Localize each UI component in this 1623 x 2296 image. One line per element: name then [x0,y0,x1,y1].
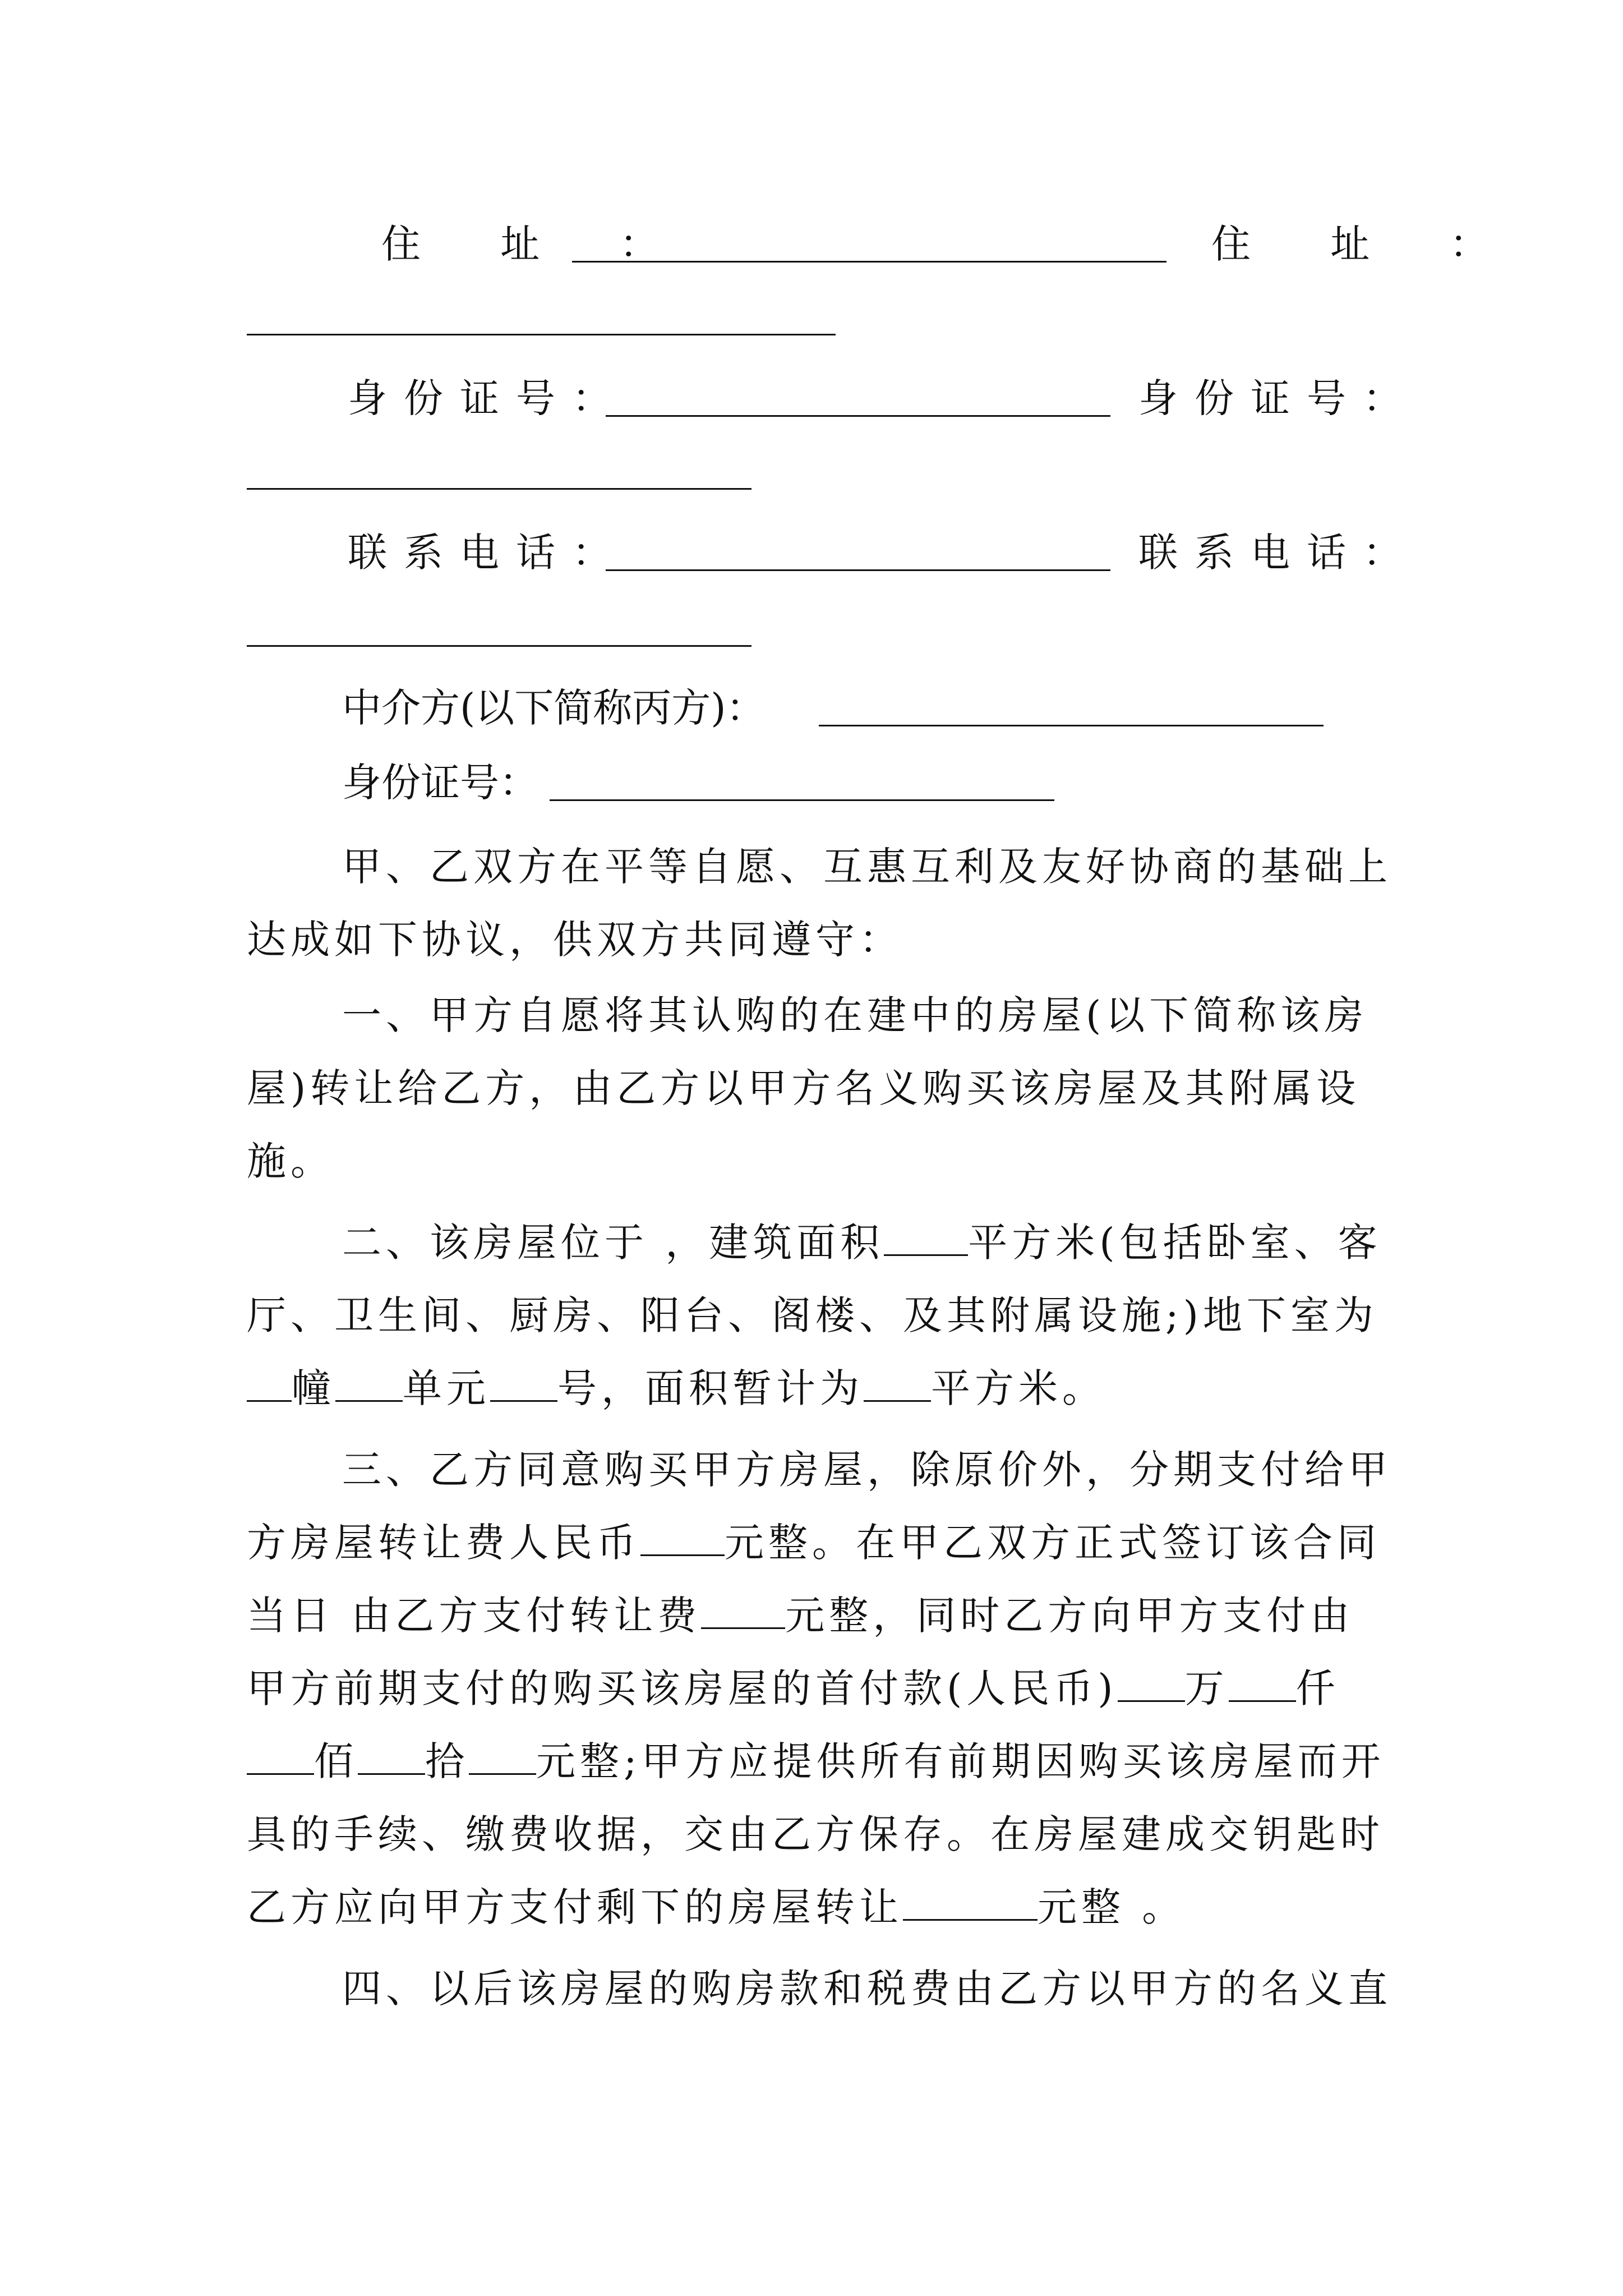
first-transfer-fee-blank[interactable] [701,1588,785,1629]
clause-1-line-1 [247,979,1380,1052]
clause-2-text-2: 厅、卫生间、厨房、阳台、阁楼、及其附属设施;)地下室为 [247,1292,1378,1338]
clause-2-text-3b: 单元 [403,1365,490,1411]
intro-text-1: 甲、乙双方在平等自愿、互惠互利及友好协商的基础上 [342,844,1392,890]
clause-2-line-1 [247,1206,1380,1279]
clause-3-line-7 [247,1871,1380,1944]
party-a-address-label: 住 址 ： [381,221,693,267]
clause-3-text-7b: 元整 。 [1038,1884,1186,1930]
clause-1-text-2: 屋)转让给乙方，由乙方以甲方名义购买该房屋及其附属设 [247,1065,1361,1111]
clause-3-line-3 [247,1579,1380,1652]
clause-2-text-3a: 幢 [292,1365,335,1411]
clause-3-text-2b: 元整。在甲乙双方正式签订该合同 [725,1520,1381,1566]
agent-id-label: 身份证号： [342,760,538,806]
area-blank[interactable] [884,1215,968,1256]
clause-3-text-3a: 当日 由乙方支付转让费 [247,1593,702,1639]
agent-label: 中介方(以下简称丙方)： [342,685,766,731]
party-b-phone-field[interactable] [247,645,751,647]
party-b-address-field[interactable] [247,334,836,335]
qian-blank[interactable] [1229,1661,1296,1702]
unit-blank[interactable] [335,1361,403,1402]
clause-3-line-4 [247,1652,1380,1725]
party-b-address-label: 住 址 ： [1211,221,1523,267]
clause-1-line-2 [247,1052,1380,1125]
clause-3-text-3b: 元整，同时乙方向甲方支付由 [785,1593,1354,1639]
clause-4-text-1: 四、以后该房屋的购房款和税费由乙方以甲方的名义直 [342,1966,1392,2012]
clause-3-line-5 [247,1725,1385,1798]
clause-3-line-2 [247,1506,1380,1579]
clause-2-line-3 [247,1352,1380,1425]
agent-field[interactable] [819,725,1324,726]
clause-2-text-3c: 号，面积暂计为 [557,1365,864,1411]
clause-2-line-2 [247,1279,1380,1352]
party-a-phone-label: 联系电话： [348,530,628,576]
basement-area-blank[interactable] [864,1361,931,1402]
intro-text-2: 达成如下协议，供双方共同遵守： [247,917,903,963]
clause-1-line-3 [247,1125,1380,1198]
party-a-id-field[interactable] [606,415,1110,417]
clause-3-text-1: 三、乙方同意购买甲方房屋，除原价外，分期支付给甲 [342,1447,1392,1493]
party-a-phone-field[interactable] [606,569,1110,571]
clause-3-text-5c: 元整;甲方应提供所有前期因购买该房屋而开 [536,1738,1385,1784]
number-blank[interactable] [490,1361,557,1402]
clause-3-text-4c: 仟 [1295,1665,1340,1711]
party-b-phone-label: 联系电话： [1138,530,1419,576]
transfer-fee-blank[interactable] [640,1515,725,1556]
wan-blank[interactable] [1118,1661,1185,1702]
intro-line-2 [247,903,1380,976]
party-a-address-field[interactable] [572,261,1166,263]
clause-3-text-6: 具的手续、缴费收据，交由乙方保存。在房屋建成交钥匙时 [247,1811,1384,1857]
yuan-blank[interactable] [469,1734,536,1775]
clause-1-text-1: 一、甲方自愿将其认购的在建中的房屋(以下简称该房 [342,992,1368,1038]
remaining-fee-blank[interactable] [903,1880,1038,1921]
party-b-id-field[interactable] [247,488,751,490]
clause-3-text-4a: 甲方前期支付的购买该房屋的首付款(人民币) [247,1665,1118,1711]
clause-3-line-6 [247,1798,1384,1871]
intro-line-1 [247,830,1392,903]
shi-blank[interactable] [358,1734,425,1775]
building-blank[interactable] [247,1361,292,1402]
clause-2-text-1b: 平方米(包括卧室、客 [968,1220,1382,1266]
clause-4-line-1 [247,1952,1392,2025]
clause-3-text-5a: 佰 [314,1738,358,1784]
clause-1-text-3: 施。 [247,1138,334,1184]
clause-3-line-1 [247,1433,1392,1506]
clause-2-text-1a: 二、该房屋位于 ，建筑面积 [342,1220,884,1266]
agent-id-field[interactable] [550,799,1054,801]
clause-3-text-4b: 万 [1184,1665,1229,1711]
clause-3-text-2a: 方房屋转让费人民币 [247,1520,640,1566]
bai-blank[interactable] [247,1734,314,1775]
party-b-id-label: 身份证号： [1138,375,1419,421]
clause-2-text-3d: 平方米。 [931,1365,1106,1411]
clause-3-text-5b: 拾 [425,1738,469,1784]
clause-3-text-7a: 乙方应向甲方支付剩下的房屋转让 [247,1884,903,1930]
party-a-id-label: 身份证号： [348,375,628,421]
